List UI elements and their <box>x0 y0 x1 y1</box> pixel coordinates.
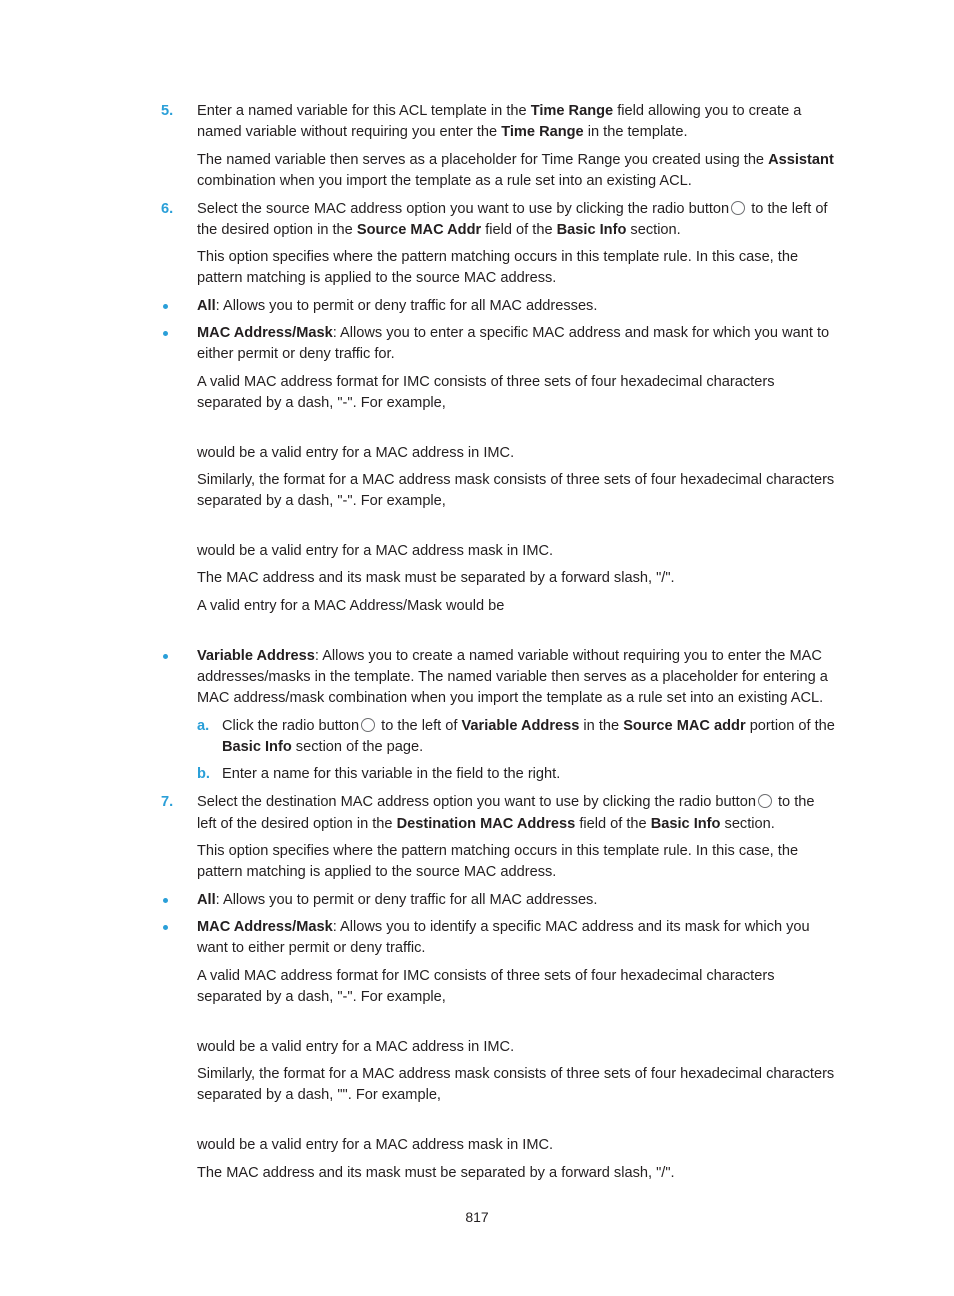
step-6-valid-mask: would be a valid entry for a MAC address mask in IMC. <box>197 543 554 559</box>
step-7-mac-item-line-1: MAC Address/Mask: Allows you to identify a specific MAC address and its mask for which you <box>197 919 810 935</box>
step-7-line-1: Select the destination MAC address option you want to use by clicking the radio button to the <box>197 794 815 810</box>
radio-button-icon <box>361 718 375 732</box>
step-7-mac-item-line-2: want to either permit or deny traffic. <box>197 940 426 956</box>
step-5-number: 5. <box>161 103 174 119</box>
step-7-para-1: This option specifies where the pattern matching occurs in this template rule. In this case, the <box>197 843 799 859</box>
step-6-valid-mac-mask: A valid entry for a MAC Address/Mask would be <box>197 598 505 614</box>
step-5-line-2: named variable without requiring you enter the Time Range in the template. <box>197 124 688 140</box>
step-7-line-2: left of the desired option in the Destination MAC Address field of the Basic Info section. <box>197 816 775 832</box>
step-6-variable-line-1: Variable Address: Allows you to create a named variable without requiring you to enter the MAC <box>197 648 822 664</box>
step-6-variable-line-3: MAC address/mask combination when you import the template as a rule set into an existing ACL. <box>197 690 824 706</box>
substep-a-line-1: Click the radio button to the left of Variable Address in the Source MAC addr portion of the <box>222 718 835 734</box>
step-6-para-2: pattern matching is applied to the source MAC address. <box>197 270 557 286</box>
substep-a-label: a. <box>197 718 210 734</box>
step-6-variable-line-2: addresses/masks in the template. The named variable then serves as a placeholder for entering a <box>197 669 828 685</box>
step-6-similarly-2: separated by a dash, "-". For example, <box>197 493 446 509</box>
bullet-icon <box>163 304 168 309</box>
step-7-valid-mask: would be a valid entry for a MAC address mask in IMC. <box>197 1137 554 1153</box>
step-6-all-item: All: Allows you to permit or deny traffic for all MAC addresses. <box>197 298 598 314</box>
step-6-para-1: This option specifies where the pattern matching occurs in this template rule. In this case, the <box>197 249 799 265</box>
substep-b-line: Enter a name for this variable in the field to the right. <box>222 766 561 782</box>
step-7-format-1: A valid MAC address format for IMC consists of three sets of four hexadecimal characters <box>197 968 775 984</box>
step-6-similarly-1: Similarly, the format for a MAC address mask consists of three sets of four hexadecimal characters <box>197 472 835 488</box>
substep-b-label: b. <box>197 766 210 782</box>
bullet-icon <box>163 331 168 336</box>
step-6-line-2: the desired option in the Source MAC Addr field of the Basic Info section. <box>197 222 681 238</box>
bullet-icon <box>163 925 168 930</box>
step-6-mac-item-line-1: MAC Address/Mask: Allows you to enter a specific MAC address and mask for which you want to <box>197 325 830 341</box>
step-7-number: 7. <box>161 794 174 810</box>
radio-button-icon <box>758 794 772 808</box>
step-6-mac-item-line-2: either permit or deny traffic for. <box>197 346 395 362</box>
step-5-line-1: Enter a named variable for this ACL template in the Time Range field allowing you to create a <box>197 103 802 119</box>
step-6-slash-note: The MAC address and its mask must be separated by a forward slash, "/". <box>197 570 675 586</box>
bullet-icon <box>163 898 168 903</box>
step-6-valid-mac: would be a valid entry for a MAC address in IMC. <box>197 445 515 461</box>
step-5-para-2: combination when you import the template as a rule set into an existing ACL. <box>197 173 692 189</box>
step-7-slash-note: The MAC address and its mask must be separated by a forward slash, "/". <box>197 1165 675 1181</box>
step-7-valid-mac: would be a valid entry for a MAC address in IMC. <box>197 1039 515 1055</box>
substep-a-line-2: Basic Info section of the page. <box>222 739 424 755</box>
step-6-line-1: Select the source MAC address option you want to use by clicking the radio button to the left of <box>197 201 828 217</box>
step-6-format-1: A valid MAC address format for IMC consists of three sets of four hexadecimal characters <box>197 374 775 390</box>
radio-button-icon <box>731 201 745 215</box>
step-5-para-1: The named variable then serves as a placeholder for Time Range you created using the Assistant <box>197 152 834 168</box>
step-7-para-2: pattern matching is applied to the source MAC address. <box>197 864 557 880</box>
step-6-number: 6. <box>161 201 174 217</box>
step-7-all-item: All: Allows you to permit or deny traffic for all MAC addresses. <box>197 892 598 908</box>
page-number: 817 <box>465 1209 489 1225</box>
step-7-similarly-1: Similarly, the format for a MAC address mask consists of three sets of four hexadecimal characters <box>197 1066 835 1082</box>
bullet-icon <box>163 654 168 659</box>
step-6-format-2: separated by a dash, "-". For example, <box>197 395 446 411</box>
step-7-similarly-2: separated by a dash, "". For example, <box>197 1087 441 1103</box>
step-7-format-2: separated by a dash, "-". For example, <box>197 989 446 1005</box>
